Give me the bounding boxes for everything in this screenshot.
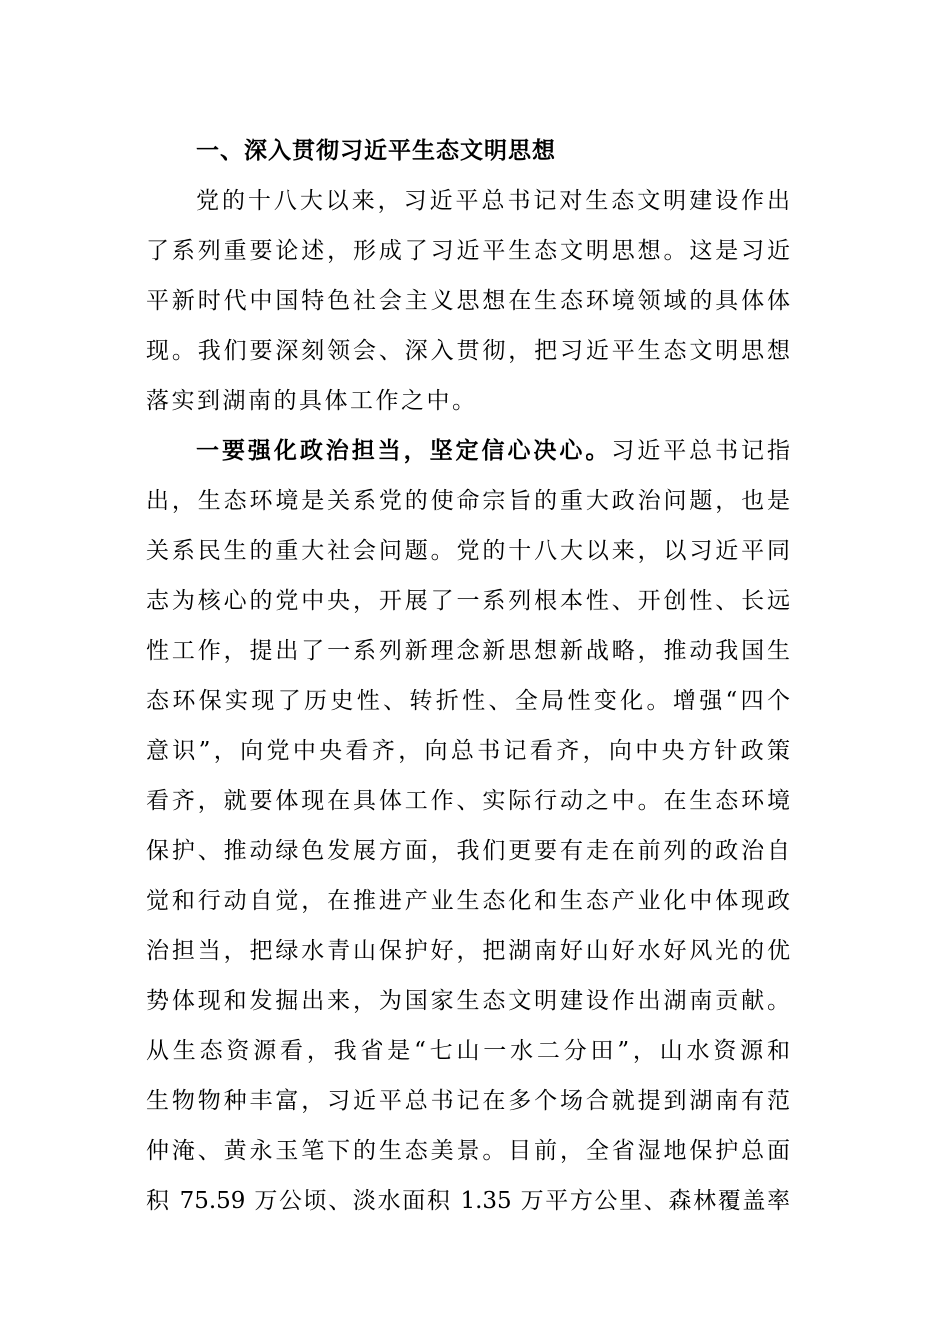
paragraph-first-line bbox=[196, 431, 790, 471]
paragraph-line: 生物物种丰富，习近平总书记在多个场合就提到湖南有范 bbox=[146, 1088, 790, 1114]
paragraph-line: 仲淹、黄永玉笔下的生态美景。目前，全省湿地保护总面 bbox=[146, 1138, 790, 1164]
paragraph-line: 态环保实现了历史性、转折性、全局性变化。增强“四个 bbox=[146, 688, 790, 714]
section-heading: 一、深入贯彻习近平生态文明思想 bbox=[196, 138, 556, 164]
paragraph-line: 出，生态环境是关系党的使命宗旨的重大政治问题，也是 bbox=[146, 488, 790, 514]
paragraph-line: 势体现和发掘出来，为国家生态文明建设作出湖南贡献。 bbox=[146, 988, 790, 1014]
paragraph-line: 党的十八大以来，习近平总书记对生态文明建设作出 bbox=[196, 188, 790, 214]
paragraph-line: 关系民生的重大社会问题。党的十八大以来，以习近平同 bbox=[146, 538, 790, 564]
paragraph-line: 从生态资源看，我省是“七山一水二分田”，山水资源和 bbox=[146, 1038, 790, 1064]
paragraph-line: 志为核心的党中央，开展了一系列根本性、开创性、长远 bbox=[146, 588, 790, 614]
paragraph-text: 习近平总书记指 bbox=[611, 438, 790, 464]
paragraph-line: 治担当，把绿水青山保护好，把湖南好山好水好风光的优 bbox=[146, 938, 790, 964]
paragraph-line: 性工作，提出了一系列新理念新思想新战略，推动我国生 bbox=[146, 638, 790, 664]
paragraph-line: 积 75.59 万公顷、淡水面积 1.35 万平方公里、森林覆盖率 bbox=[146, 1188, 790, 1214]
paragraph-line: 落实到湖南的具体工作之中。 bbox=[146, 388, 478, 414]
paragraph-line: 看齐，就要体现在具体工作、实际行动之中。在生态环境 bbox=[146, 788, 790, 814]
paragraph-line: 平新时代中国特色社会主义思想在生态环境领域的具体体 bbox=[146, 288, 790, 314]
paragraph-line: 保护、推动绿色发展方面，我们更要有走在前列的政治自 bbox=[146, 838, 790, 864]
paragraph-line: 意识”，向党中央看齐，向总书记看齐，向中央方针政策 bbox=[146, 738, 790, 764]
paragraph-line: 觉和行动自觉，在推进产业生态化和生态产业化中体现政 bbox=[146, 888, 790, 914]
paragraph-line: 现。我们要深刻领会、深入贯彻，把习近平生态文明思想 bbox=[146, 338, 790, 364]
paragraph-line: 了系列重要论述，形成了习近平生态文明思想。这是习近 bbox=[146, 238, 790, 264]
bold-lead-text: 一要强化政治担当，坚定信心决心。 bbox=[196, 438, 612, 464]
